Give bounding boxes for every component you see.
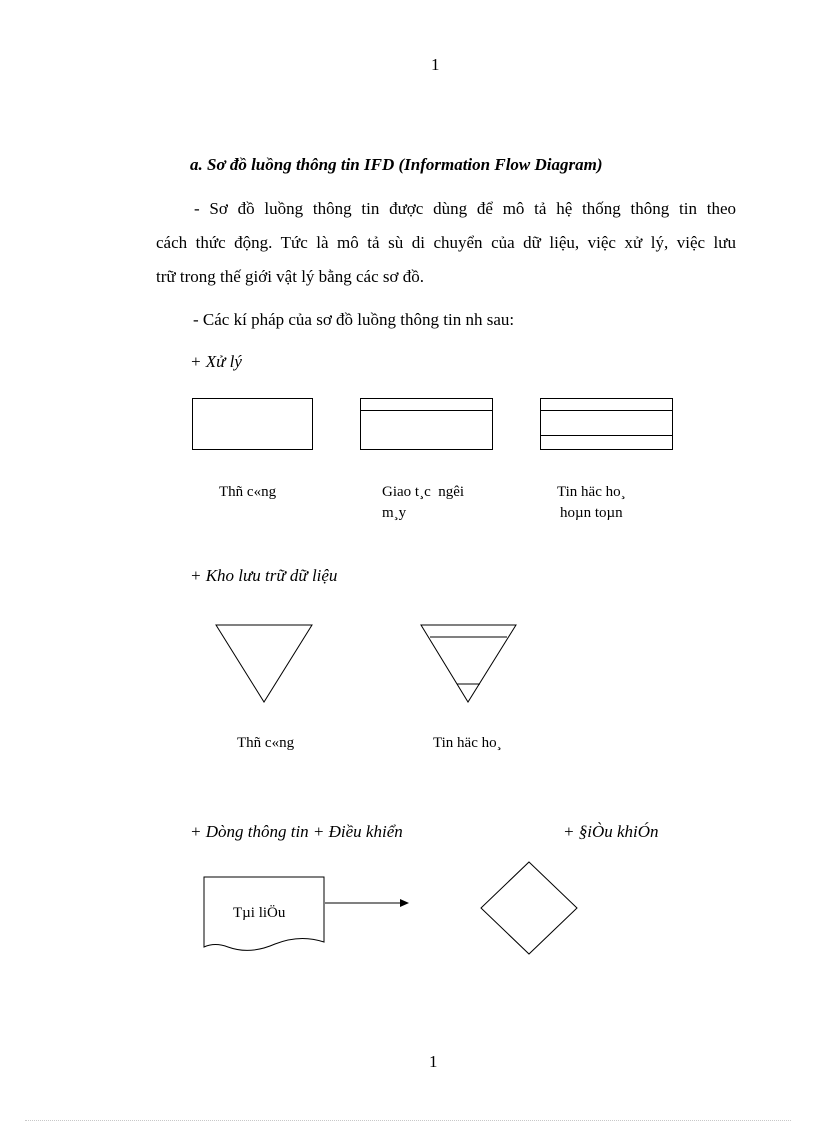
section-heading: a. Sơ đồ luồng thông tin IFD (Information Flow Diagram)	[190, 155, 603, 174]
human-machine-process-label: Giao t¸c ngêi m¸y	[382, 484, 465, 521]
intro-line-1: - Sơ đồ luồng thông tin được dùng để mô tả hệ thống thông tin theo	[194, 199, 736, 218]
flow-title: + Dòng thông tin + Điều khiển	[190, 822, 403, 841]
storage-title: + Kho lưu trữ dữ liệu	[190, 566, 338, 585]
intro-line-3: trữ trong thế giới vật lý bằng các sơ đồ.	[156, 267, 424, 286]
manual-store-label: Thñ c«ng	[237, 735, 295, 751]
manual-process-label: Thñ c«ng	[219, 484, 277, 500]
document-label: Tµi liÖu	[233, 905, 286, 921]
page-number-bottom: 1	[429, 1052, 438, 1071]
processing-title: + Xử lý	[190, 352, 242, 371]
page-number-top: 1	[431, 55, 440, 74]
computer-store-label: Tin häc ho¸	[433, 735, 502, 751]
intro-line-2: cách thức động. Tức là mô tả sù di chuyển của dữ liệu, việc xử lý, việc lưu	[156, 233, 736, 252]
control-symbol	[481, 862, 577, 954]
automated-process-label: Tin häc ho¸ hoµn toµn	[557, 484, 626, 521]
flow-arrow	[325, 899, 409, 907]
manual-store-symbol	[216, 625, 312, 702]
page-bottom-rule	[25, 1120, 791, 1121]
control-title: + §iÒu khiÓn	[563, 822, 659, 841]
notation-intro: - Các kí pháp của sơ đồ luồng thông tin nh sau:	[193, 310, 515, 329]
computer-store-symbol	[421, 625, 516, 702]
